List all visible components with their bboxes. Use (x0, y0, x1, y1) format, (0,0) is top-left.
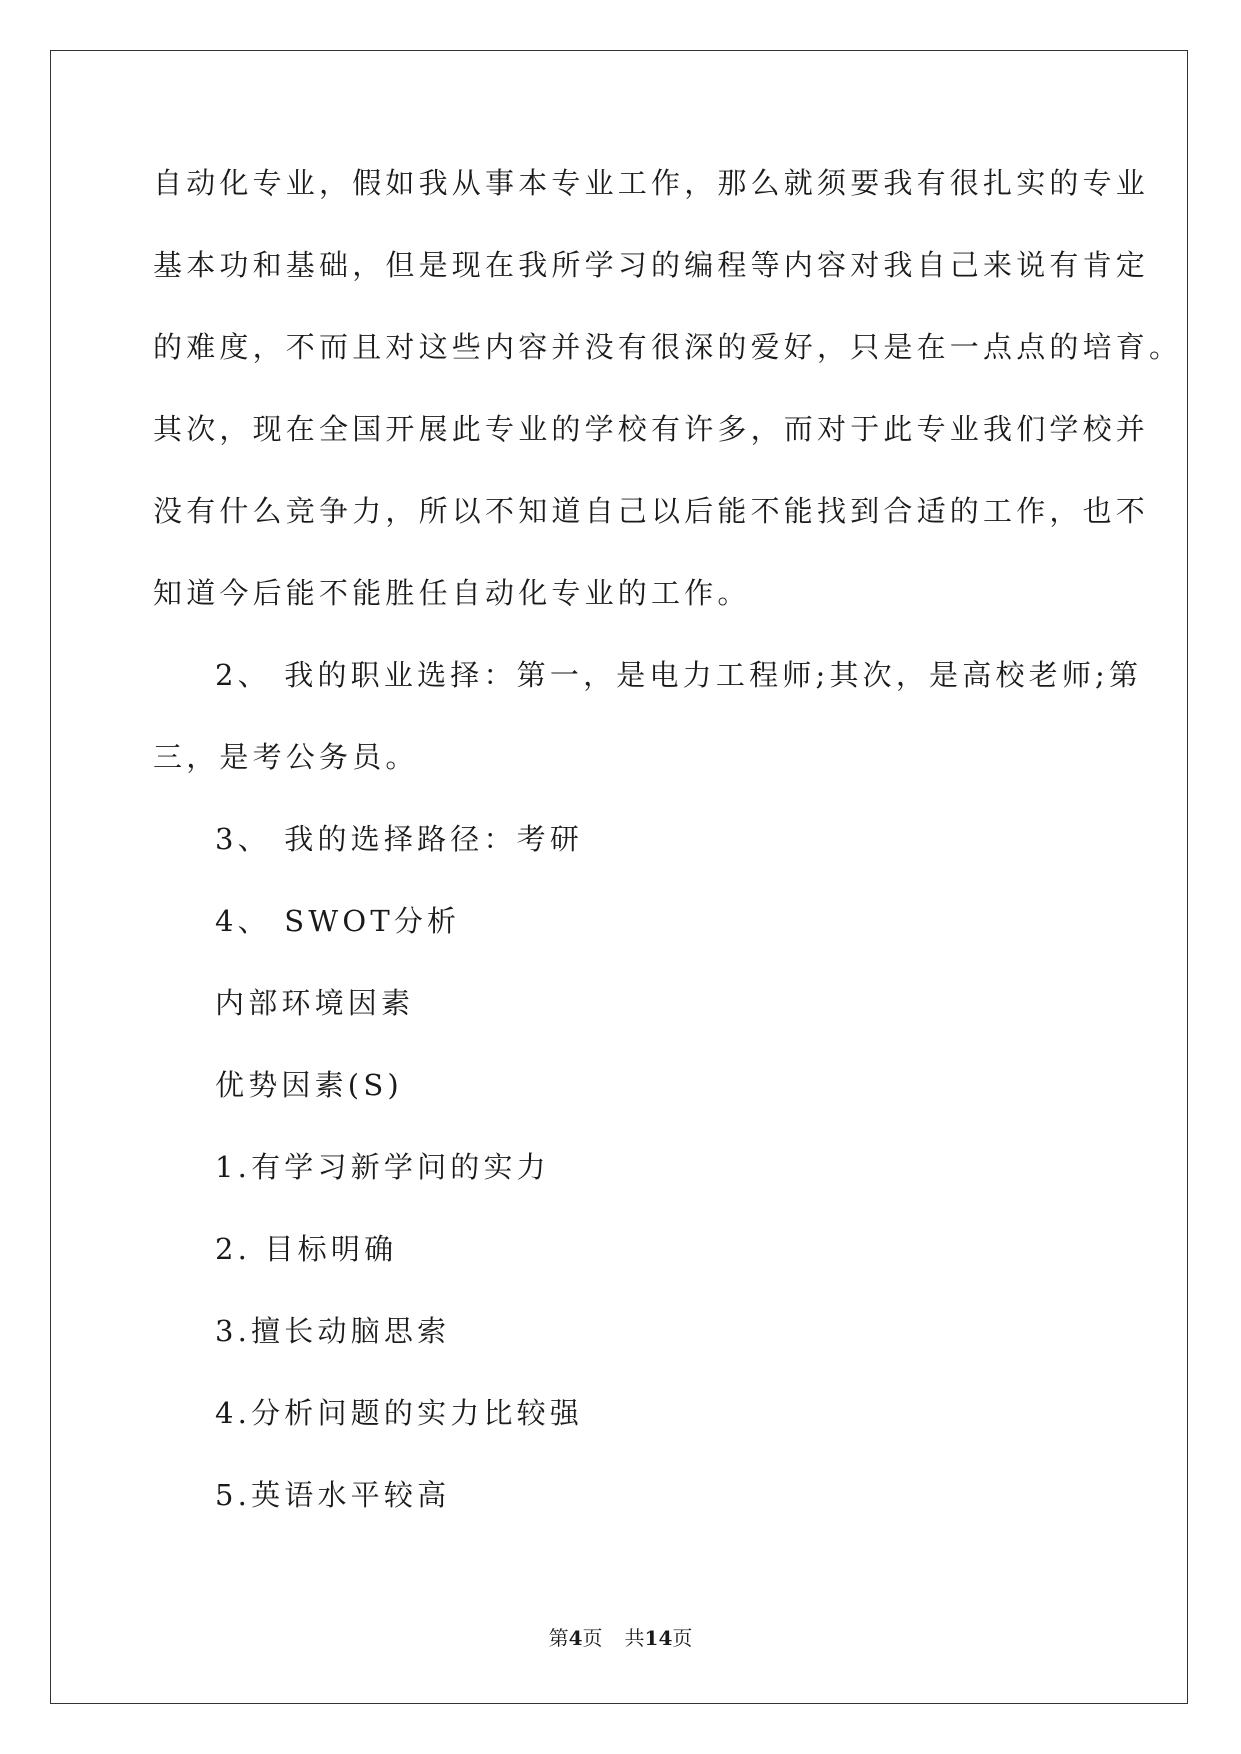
page-footer (0, 1622, 1241, 1651)
strength-item: 4.分析问题的实力比较强 (215, 1396, 584, 1430)
strengths-heading: 优势因素(S) (215, 1068, 403, 1102)
internal-factors-heading: 内部环境因素 (215, 986, 415, 1020)
strength-item: 5.英语水平较高 (215, 1478, 451, 1512)
strength-item: 1.有学习新学问的实力 (215, 1150, 550, 1184)
paragraph-line: 没有什么竞争力，所以不知道自己以后能不能找到合适的工作，也不 (153, 494, 1150, 528)
path-line: 3、 我的选择路径：考研 (215, 822, 584, 856)
document-body (153, 165, 1183, 1559)
paragraph-line: 其次，现在全国开展此专业的学校有许多，而对于此专业我们学校并 (153, 412, 1150, 446)
career-choice-continuation: 三，是考公务员。 (153, 740, 419, 774)
strength-item: 3.擅长动脑思索 (215, 1314, 451, 1348)
footer-total-prefix: 共 (624, 1626, 645, 1650)
footer-page-unit: 页 (582, 1626, 603, 1650)
paragraph-line: 自动化专业，假如我从事本专业工作，那么就须要我有很扎实的专业 (153, 166, 1150, 200)
paragraph-line: 的难度，不而且对这些内容并没有很深的爱好，只是在一点点的培育。 (153, 330, 1183, 364)
swot-heading: 4、 SWOT分析 (215, 904, 461, 938)
footer-prefix: 第 (548, 1626, 569, 1650)
footer-total-unit: 页 (672, 1626, 693, 1650)
paragraph-line: 知道今后能不能胜任自动化专业的工作。 (153, 576, 751, 610)
paragraph-line: 基本功和基础，但是现在我所学习的编程等内容对我自己来说有肯定 (153, 248, 1150, 282)
career-choice-line: 2、 我的职业选择：第一，是电力工程师;其次，是高校老师;第 (215, 658, 1143, 692)
total-pages-number: 14 (644, 1626, 673, 1650)
strength-item: 2. 目标明确 (215, 1232, 398, 1266)
current-page-number: 4 (568, 1626, 583, 1650)
